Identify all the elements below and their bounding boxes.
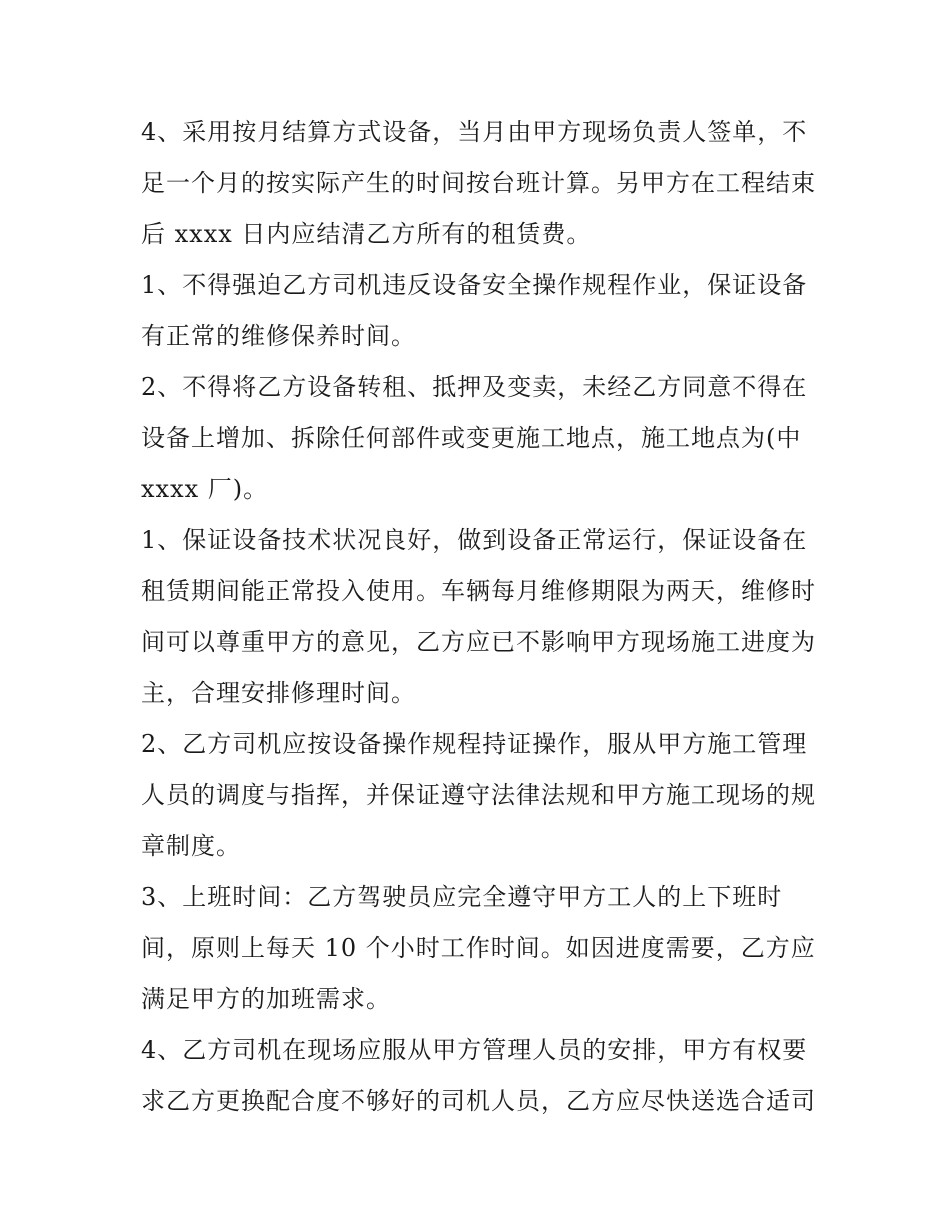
text-line: xxxx 厂)。 — [141, 475, 269, 503]
text-line: 足一个月的按实际产生的时间按台班计算。另甲方在工程结束 — [141, 169, 816, 197]
text-line: 主，合理安排修理时间。 — [141, 679, 416, 707]
text-line: 设备上增加、拆除任何部件或变更施工地点，施工地点为(中 — [141, 424, 802, 452]
text-line: 间，原则上每天 10 个小时工作时间。如因进度需要，乙方应 — [141, 934, 816, 962]
text-line: 章制度。 — [141, 832, 241, 860]
document-body — [141, 107, 821, 1127]
text-line: 求乙方更换配合度不够好的司机人员，乙方应尽快送选合适司 — [141, 1087, 816, 1115]
text-line: 4、采用按月结算方式设备，当月由甲方现场负责人签单，不 — [141, 118, 808, 146]
text-line: 后 xxxx 日内应结清乙方所有的租赁费。 — [141, 220, 592, 248]
text-line: 人员的调度与指挥，并保证遵守法律法规和甲方施工现场的规 — [141, 781, 816, 809]
text-line: 租赁期间能正常投入使用。车辆每月维修期限为两天，维修时 — [141, 577, 816, 605]
text-line: 4、乙方司机在现场应服从甲方管理人员的安排，甲方有权要 — [141, 1036, 808, 1064]
text-line: 间可以尊重甲方的意见，乙方应已不影响甲方现场施工进度为 — [141, 628, 816, 656]
text-line: 3、上班时间：乙方驾驶员应完全遵守甲方工人的上下班时 — [141, 883, 783, 911]
text-line: 2、乙方司机应按设备操作规程持证操作，服从甲方施工管理 — [141, 730, 808, 758]
text-line: 1、保证设备技术状况良好，做到设备正常运行，保证设备在 — [141, 526, 808, 554]
text-line: 1、不得强迫乙方司机违反设备安全操作规程作业，保证设备 — [141, 271, 808, 299]
text-line: 满足甲方的加班需求。 — [141, 985, 391, 1013]
text-line: 有正常的维修保养时间。 — [141, 322, 416, 350]
text-line: 2、不得将乙方设备转租、抵押及变卖，未经乙方同意不得在 — [141, 373, 808, 401]
